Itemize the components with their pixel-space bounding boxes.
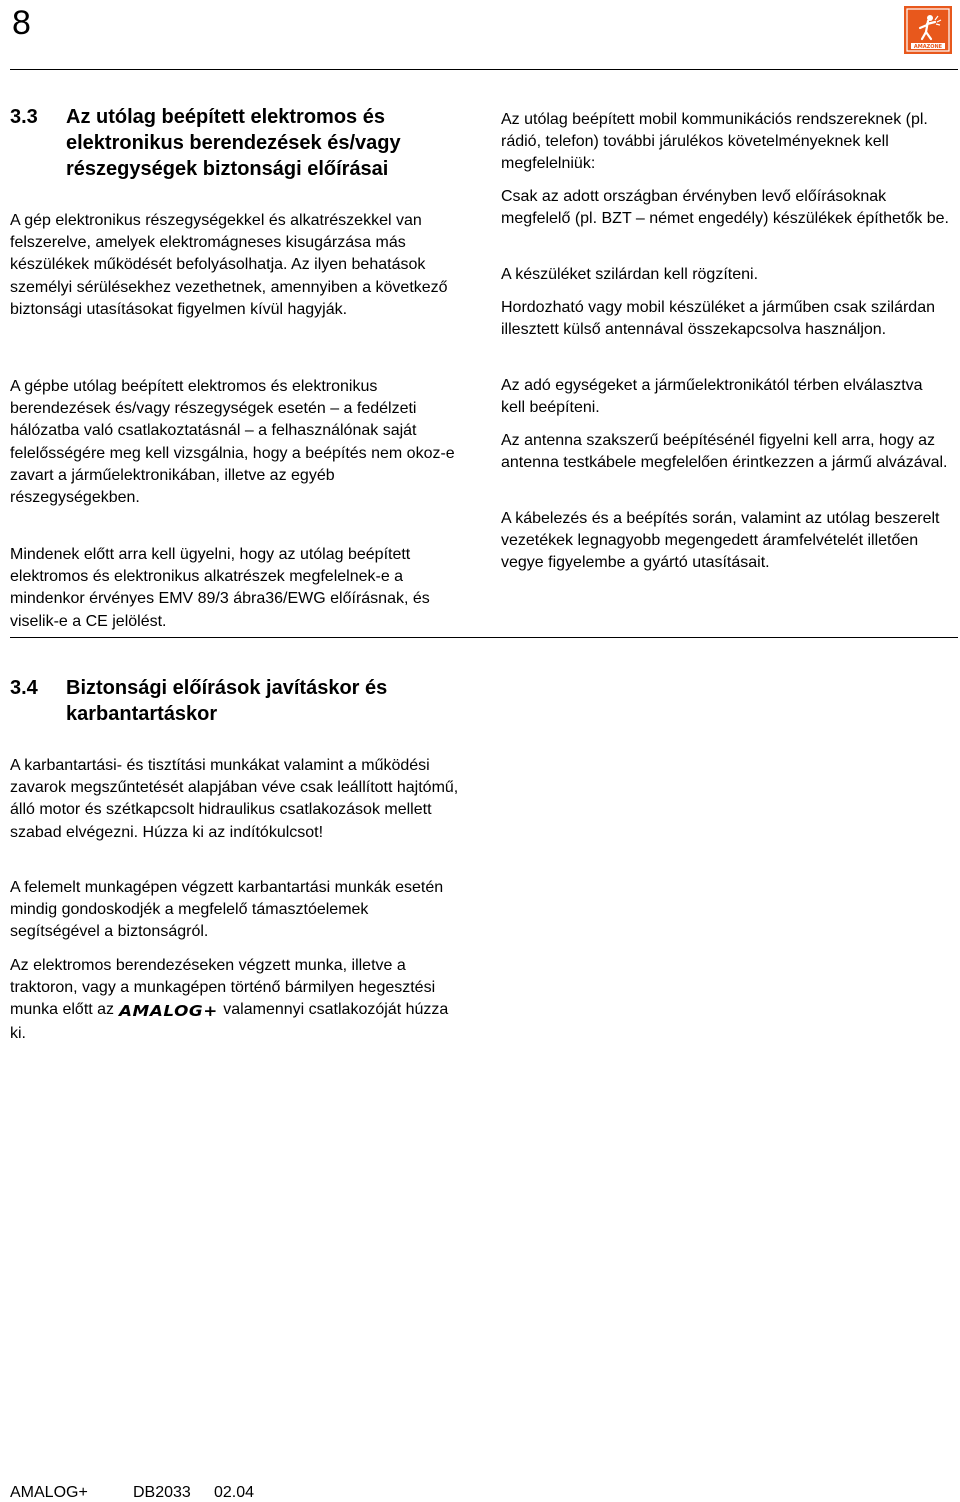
- section-3-4-number: 3.4: [10, 677, 38, 699]
- right-paragraph-5: Az adó egységeket a járműelektronikától térben elválasztva kell beépíteni.: [501, 377, 923, 417]
- right-paragraph-4: Hordozható vagy mobil készüléket a járműben csak szilárdan illesztett külső antennával összekapcsolva használjon.: [501, 299, 935, 339]
- right-paragraph-1: Az utólag beépített mobil kommunikációs rendszereknek (pl. rádió, telefon) további járulékos követelményeknek kell megfelelniük:: [501, 111, 928, 173]
- footer-date: 02.04: [214, 1484, 255, 1501]
- amazone-logo-icon: [904, 6, 952, 54]
- maintenance-paragraph-3-text: Az elektromos berendezéseken végzett munka, illetve a traktoron, vagy a munkagépen történő bármilyen hegesztési munka előtt az: [10, 957, 436, 1019]
- right-paragraph-3: A készüléket szilárdan kell rögzíteni.: [501, 266, 759, 283]
- maintenance-paragraph-3: [10, 955, 460, 1045]
- maintenance-paragraph-2: A felemelt munkagépen végzett karbantartási munkák esetén mindig gondoskodjék a megfelelő támasztóelemek segítségével a biztonságról.: [10, 879, 444, 941]
- left-paragraph-2: A gépbe utólag beépített elektromos és elektronikus berendezések és/vagy részegységek esetén – a fedélzeti hálózatba való csatlakoztatásnál – a felhasználónak saját felelősségére meg kell vizsgálnia, hogy a beépítés nem okoz-e zavart a járműelektronikában, illetve az egyéb részegységekben.: [10, 378, 455, 507]
- section-3-3-title: Az utólag beépített elektromos és elektronikus berendezések és/vagy részegységek biztonsági előírásai: [66, 106, 401, 180]
- right-paragraph-6: Az antenna szakszerű beépítésénél figyelni kell arra, hogy az antenna testkábele megfelelően érintkezzen a jármű alvázával.: [501, 432, 948, 472]
- section-3-3-number: 3.3: [10, 106, 38, 128]
- maintenance-paragraph-3-end: valamennyi csatlakozóját húzza ki.: [10, 1001, 449, 1042]
- right-paragraph-7: A kábelezés és a beépítés során, valamint az utólag beszerelt vezetékek legnagyobb megengedett áramfelvételét illetően vegye figyelembe a gyártó utasításait.: [501, 510, 940, 572]
- section-3-3-heading: [10, 104, 470, 184]
- footer-doc-id: DB2033: [133, 1484, 191, 1501]
- header-divider: [10, 69, 958, 70]
- footer-product: AMALOG+: [10, 1484, 88, 1501]
- section-3-4-title: Biztonsági előírások javításkor és karbantartáskor: [66, 677, 388, 725]
- section-3-4-heading: [10, 675, 470, 731]
- maintenance-paragraph-1: A karbantartási- és tisztítási munkákat valamint a működési zavarok megszűntetését alapjában véve csak leállított hajtómű, álló motor és szétkapcsolt hidraulikus csatlakozások mellett szabad elvégezni. Húzza ki az indítókulcsot!: [10, 757, 459, 841]
- right-paragraph-2: Csak az adott országban érvényben levő előírásoknak megfelelő (pl. BZT – német engedély) készülékek építhetők be.: [501, 188, 949, 228]
- left-paragraph-3: Mindenek előtt arra kell ügyelni, hogy az utólag beépített elektromos és elektronikus alkatrészek megfelelnek-e a mindenkor érvényes EMV 89/3 ábra36/EWG előírásnak, és viselik-e a CE jelölést.: [10, 546, 430, 630]
- logo-text: AMAZONE: [913, 44, 943, 50]
- section-divider: [10, 637, 958, 638]
- page-number: 8: [12, 4, 31, 42]
- left-paragraph-1: A gép elektronikus részegységekkel és alkatrészekkel van felszerelve, amelyek elektromágneses kisugárzása más készülékek működését befolyásolhatja. Az ilyen behatások személyi sérülésekhez vezethetnek, amennyiben a következő biztonsági utasításokat figyelmen kívül hagyják.: [10, 212, 448, 318]
- amalog-logo: AMALOG+: [118, 1002, 218, 1021]
